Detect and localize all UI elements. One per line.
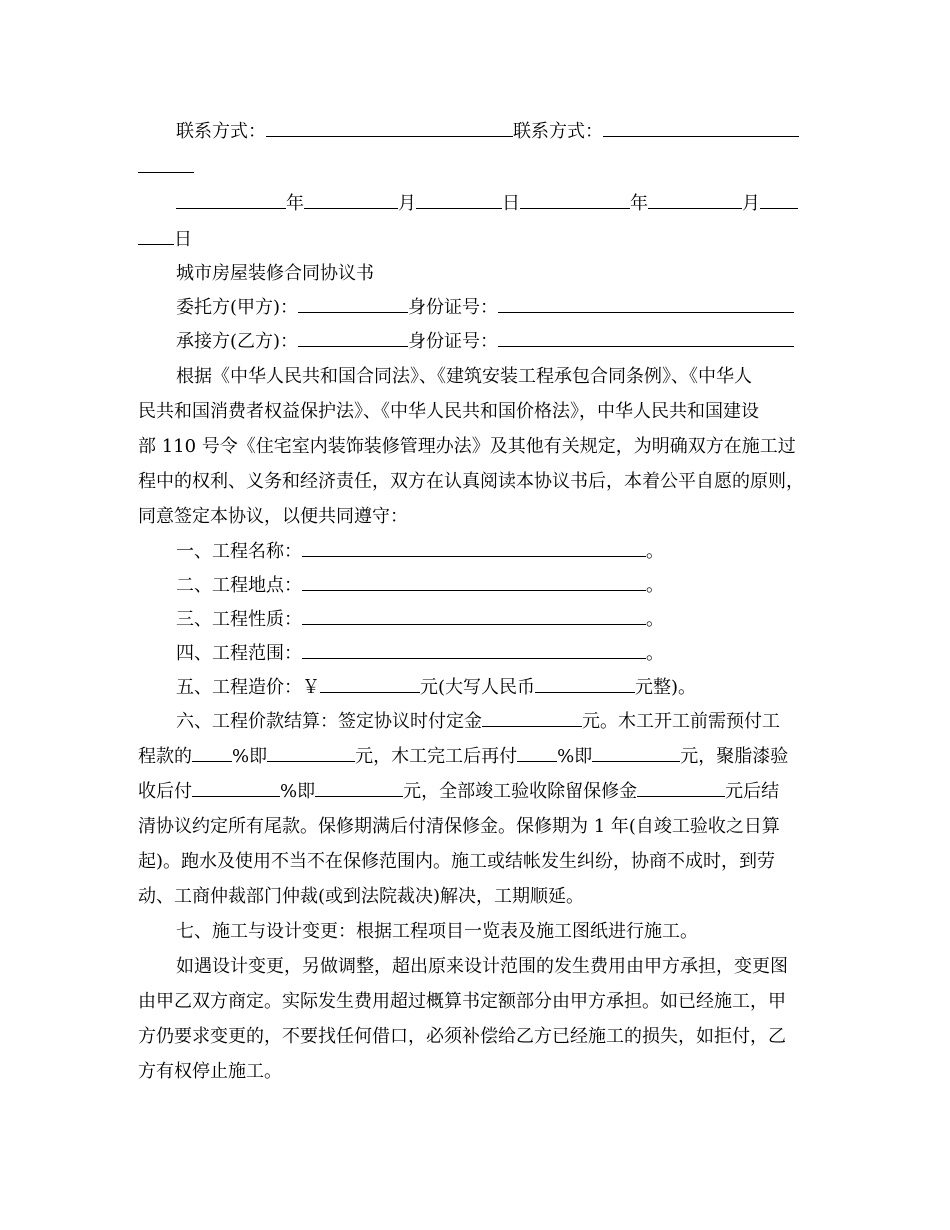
item-scope — [138, 642, 856, 666]
blank-field[interactable] — [498, 296, 794, 313]
id-label: 身份证号： — [408, 331, 499, 352]
period: 。 — [646, 609, 664, 630]
blank-field[interactable] — [176, 192, 286, 209]
item-name — [138, 540, 856, 564]
design-line: 由甲乙双方商定。实际发生费用超过概算书定额部分由甲方承担。如已经施工，甲 — [138, 991, 786, 1012]
blank-field[interactable] — [535, 676, 635, 693]
payment-line — [138, 710, 856, 734]
item-nature — [138, 608, 856, 632]
payment-text: 元，全部竣工验收除留保修金 — [403, 781, 638, 802]
payment-text: %即 — [557, 746, 593, 767]
month-label: 月 — [742, 193, 760, 214]
item-text: 元整)。 — [635, 677, 697, 698]
payment-text: %即 — [280, 781, 316, 802]
blank-field[interactable] — [637, 780, 725, 797]
date-line-cont — [138, 228, 818, 252]
date-line — [138, 192, 856, 216]
blank-field[interactable] — [320, 676, 420, 693]
item-text: 元(大写人民币 — [420, 677, 536, 698]
blank-field[interactable] — [192, 780, 280, 797]
blank-field[interactable] — [267, 745, 355, 762]
blank-field[interactable] — [138, 156, 194, 173]
period: 。 — [646, 575, 664, 596]
design-line: 方仍要求变更的，不要找任何借口，必须补偿给乙方已经施工的损失，如拒付，乙 — [138, 1026, 786, 1047]
item-label: 五、工程造价：￥ — [176, 677, 320, 698]
blank-field[interactable] — [520, 192, 630, 209]
payment-text: 元后结 — [725, 781, 780, 802]
day-label: 日 — [174, 229, 192, 250]
intro-line: 根据《中华人民共和国合同法》、《建筑安装工程承包合同条例》、《中华人 — [176, 366, 752, 387]
payment-text: 元，木工完工后再付 — [355, 746, 518, 767]
payment-text: 六、工程价款结算：签定协议时付定金 — [176, 711, 482, 732]
document-title: 城市房屋装修合同协议书 — [176, 263, 374, 284]
payment-text: 收后付 — [138, 781, 192, 802]
payment-line: 起)。跑水及使用不当不在保修范围内。施工或结帐发生纠纷，协商不成时，到劳 — [138, 851, 776, 872]
contact-line-cont — [138, 156, 818, 180]
blank-field[interactable] — [138, 228, 174, 245]
item-label: 四、工程范围： — [176, 643, 302, 664]
blank-field[interactable] — [302, 540, 646, 557]
blank-field[interactable] — [302, 642, 646, 659]
id-label: 身份证号： — [408, 297, 499, 318]
payment-text: %即 — [232, 746, 268, 767]
blank-field[interactable] — [315, 780, 403, 797]
blank-field[interactable] — [592, 745, 680, 762]
blank-field[interactable] — [298, 296, 408, 313]
blank-field[interactable] — [517, 745, 557, 762]
payment-line: 动、工商仲裁部门仲裁(或到法院裁决)解决，工期顺延。 — [138, 886, 585, 907]
year-label: 年 — [630, 193, 648, 214]
payment-text: 元，聚脂漆验 — [680, 746, 789, 767]
blank-field[interactable] — [603, 120, 799, 137]
contact-label-b: 联系方式： — [513, 121, 603, 142]
blank-field[interactable] — [266, 120, 513, 137]
party-b-line — [138, 330, 856, 354]
intro-line: 同意签定本协议，以便共同遵守： — [138, 506, 408, 527]
period: 。 — [646, 643, 664, 664]
payment-line — [138, 780, 818, 804]
item-label: 二、工程地点： — [176, 575, 302, 596]
item-label: 一、工程名称： — [176, 541, 302, 562]
contact-label-a: 联系方式： — [176, 121, 266, 142]
design-heading: 七、施工与设计变更：根据工程项目一览表及施工图纸进行施工。 — [176, 921, 698, 942]
design-line: 方有权停止施工。 — [138, 1061, 282, 1082]
payment-text: 元。木工开工前需预付工 — [582, 711, 780, 732]
item-label: 三、工程性质： — [176, 609, 302, 630]
intro-line: 民共和国消费者权益保护法》、《中华人民共和国价格法》，中华人民共和国建设 — [138, 401, 759, 422]
blank-field[interactable] — [416, 192, 502, 209]
blank-field[interactable] — [304, 192, 398, 209]
design-line: 如遇设计变更，另做调整，超出原来设计范围的发生费用由甲方承担，变更图 — [176, 956, 788, 977]
month-label: 月 — [398, 193, 416, 214]
day-label: 日 — [502, 193, 520, 214]
party-a-label: 委托方(甲方)： — [176, 297, 299, 318]
blank-field[interactable] — [760, 192, 798, 209]
blank-field[interactable] — [302, 574, 646, 591]
payment-line — [138, 745, 818, 769]
blank-field[interactable] — [298, 330, 408, 347]
blank-field[interactable] — [498, 330, 794, 347]
contact-line — [138, 120, 856, 144]
year-label: 年 — [286, 193, 304, 214]
payment-line: 清协议约定所有尾款。保修期满后付清保修金。保修期为 1 年(自竣工验收之日算 — [138, 816, 780, 837]
blank-field[interactable] — [302, 608, 646, 625]
item-location — [138, 574, 856, 598]
party-b-label: 承接方(乙方)： — [176, 331, 299, 352]
payment-text: 程款的 — [138, 746, 192, 767]
period: 。 — [646, 541, 664, 562]
blank-field[interactable] — [192, 745, 232, 762]
item-cost — [138, 676, 856, 700]
party-a-line — [138, 296, 856, 320]
intro-line: 程中的权利、义务和经济责任，双方在认真阅读本协议书后，本着公平自愿的原则， — [138, 471, 804, 492]
intro-line: 部 110 号令《住宅室内装饰装修管理办法》及其他有关规定，为明确双方在施工过 — [138, 436, 796, 457]
blank-field[interactable] — [648, 192, 742, 209]
blank-field[interactable] — [482, 710, 582, 727]
